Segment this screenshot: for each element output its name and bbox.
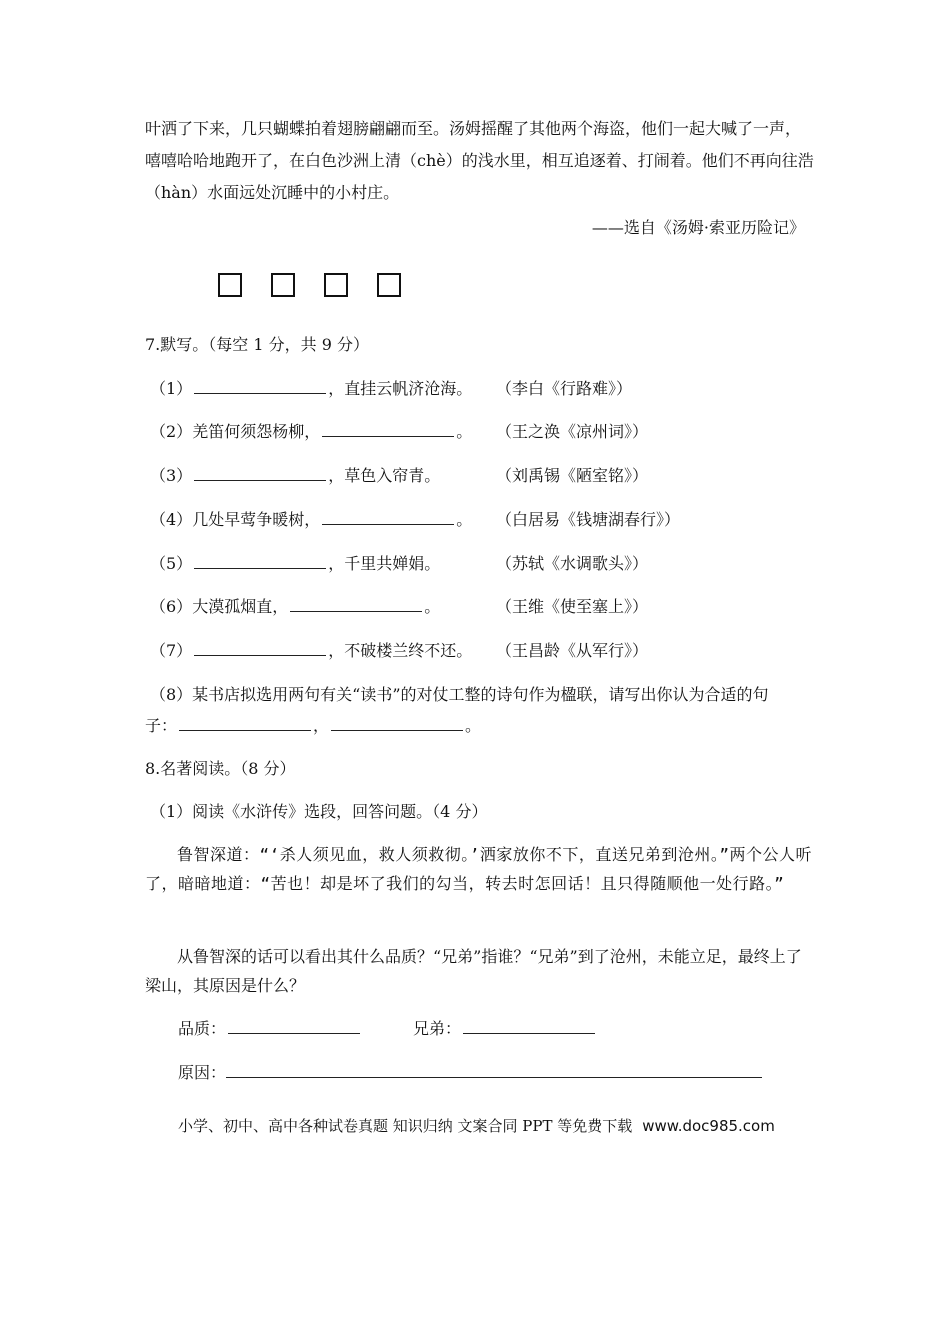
fill-blank[interactable] <box>331 715 463 731</box>
q7-item-2 <box>150 421 472 443</box>
item-text: ，不破楼兰终不还。 <box>328 641 473 660</box>
q8-excerpt: 鲁智深道：“‘杀人须见血，救人须救彻。’洒家放你不下，直送兄弟到沧州。”两个公人听了，暗暗地道：“苦也！却是坏了我们的勾当，转去时怎回话！且只得随顺他一处行路。” <box>145 845 813 893</box>
answer-box[interactable] <box>218 273 242 297</box>
footer <box>178 1116 775 1136</box>
q7-item-4 <box>150 509 472 531</box>
q7-item-6 <box>150 596 440 618</box>
fill-blank[interactable] <box>290 596 422 612</box>
answer-box[interactable] <box>377 273 401 297</box>
reason-blank[interactable] <box>226 1062 762 1078</box>
item-number: （1） <box>150 379 193 398</box>
q7-item-8-line1: （8）某书店拟选用两句有关“读书”的对仗工整的诗句作为楹联，请写出你认为合适的句 <box>150 685 769 704</box>
item-number: （3） <box>150 466 193 485</box>
q7-item-2-cite: （王之涣《凉州词》） <box>496 422 649 441</box>
quality-field <box>178 1018 362 1040</box>
item-number: （2） <box>150 422 193 441</box>
answer-box[interactable] <box>271 273 295 297</box>
footer-site-link[interactable]: www.doc985.com <box>642 1117 775 1135</box>
q7-item-4-cite: （白居易《钱塘湖春行》） <box>496 510 681 529</box>
q7-item-3-cite: （刘禹锡《陋室铭》） <box>496 466 649 485</box>
fill-blank[interactable] <box>322 421 454 437</box>
q7-item-5 <box>150 553 440 575</box>
q8-sub1: （1）阅读《水浒传》选段，回答问题。（4 分） <box>150 802 488 821</box>
reason-field <box>178 1062 762 1084</box>
quality-blank[interactable] <box>228 1018 360 1034</box>
brother-label: 兄弟： <box>413 1019 462 1038</box>
q7-item-7 <box>150 640 472 662</box>
item-text: ，草色入帘青。 <box>328 466 441 485</box>
item-number: （5） <box>150 554 193 573</box>
item-text: 几处早莺争暖树， <box>192 510 321 529</box>
reason-label: 原因： <box>178 1063 227 1082</box>
item-number: （6） <box>150 597 193 616</box>
item-text: 子： <box>145 716 178 735</box>
item-text: 。 <box>456 422 473 441</box>
fill-blank[interactable] <box>194 640 326 656</box>
q7-item-6-cite: （王维《使至塞上》） <box>496 597 649 616</box>
item-number: （7） <box>150 641 193 660</box>
q7-title: 7.默写。（每空 1 分，共 9 分） <box>145 335 369 354</box>
passage-text: 叶洒了下来，几只蝴蝶拍着翅膀翩翩而至。汤姆摇醒了其他两个海盗，他们一起大喊了一声，嘻嘻哈哈地跑开了，在白色沙洲上清（chè）的浅水里，相互追逐着、打闹着。他们不再向往浩（hàn）水面远处沉睡中的小村庄。 <box>145 119 814 202</box>
item-text: ，直挂云帆济沧海。 <box>328 379 473 398</box>
item-text: 羌笛何须怨杨柳， <box>192 422 321 441</box>
brother-blank[interactable] <box>463 1018 595 1034</box>
fill-blank[interactable] <box>194 465 326 481</box>
item-text: 大漠孤烟直， <box>192 597 289 616</box>
q7-item-3 <box>150 465 440 487</box>
item-text: ， <box>313 716 330 735</box>
q8-question: 从鲁智深的话可以看出其什么品质？“兄弟”指谁？“兄弟”到了沧州，未能立足，最终上了梁山，其原因是什么？ <box>145 947 802 995</box>
fill-blank[interactable] <box>322 509 454 525</box>
quality-label: 品质： <box>178 1019 227 1038</box>
fill-blank[interactable] <box>179 715 311 731</box>
q7-item-1 <box>150 378 472 400</box>
item-text: 。 <box>424 597 441 616</box>
fill-blank[interactable] <box>194 378 326 394</box>
item-text: 。 <box>456 510 473 529</box>
footer-text: 小学、初中、高中各种试卷真题 知识归纳 文案合同 PPT 等免费下载 <box>178 1117 633 1135</box>
item-text: 。 <box>465 716 482 735</box>
q7-item-5-cite: （苏轼《水调歌头》） <box>496 554 649 573</box>
answer-box[interactable] <box>324 273 348 297</box>
item-number: （4） <box>150 510 193 529</box>
q7-item-8-line2 <box>145 715 481 737</box>
q7-item-7-cite: （王昌龄《从军行》） <box>496 641 649 660</box>
item-text: ，千里共婵娟。 <box>328 554 441 573</box>
fill-blank[interactable] <box>194 553 326 569</box>
q7-item-1-cite: （李白《行路难》） <box>496 379 633 398</box>
passage-source: ——选自《汤姆·索亚历险记》 <box>591 218 805 237</box>
q8-title: 8.名著阅读。（8 分） <box>145 759 296 778</box>
brother-field <box>413 1018 597 1040</box>
